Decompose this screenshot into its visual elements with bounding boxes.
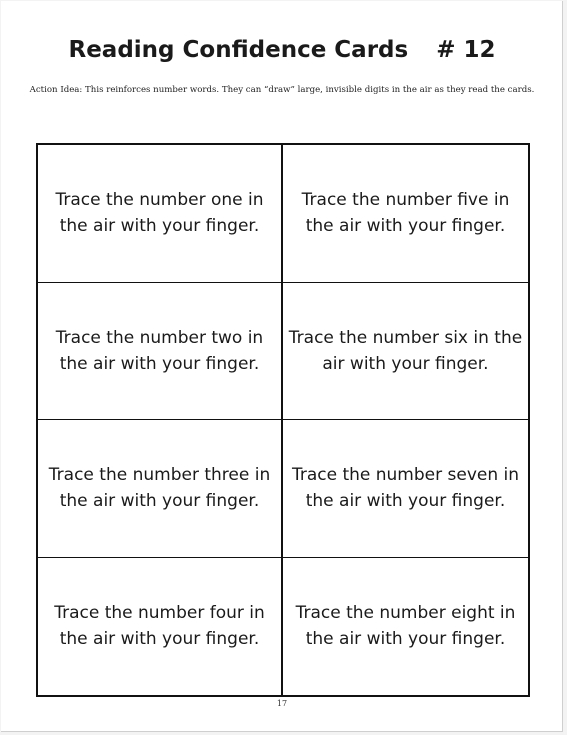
card-line: the air with your finger. (305, 216, 506, 237)
title-text: Reading Confidence Cards (68, 37, 409, 63)
card-line: Trace the number six in the (288, 327, 523, 348)
card-line: Trace the number two in (55, 327, 264, 348)
card-eight (283, 558, 528, 696)
document-page (1, 1, 563, 732)
card-line: the air with your finger. (59, 216, 260, 237)
card-line: Trace the number four in (54, 603, 265, 624)
card-line: Trace the number seven in (291, 465, 520, 486)
card-one (38, 145, 283, 283)
card-line: the air with your finger. (59, 353, 260, 374)
page-number: 17 (276, 699, 288, 708)
card-line: the air with your finger. (59, 629, 260, 650)
card-five (283, 145, 528, 283)
cards-grid (36, 143, 530, 697)
card-line: the air with your finger. (59, 491, 260, 512)
card-two (38, 283, 283, 421)
card-line: the air with your finger. (305, 629, 506, 650)
card-six (283, 283, 528, 421)
page-title (1, 37, 563, 63)
card-set-number: # 12 (436, 37, 496, 63)
card-seven (283, 420, 528, 558)
card-three (38, 420, 283, 558)
card-line: Trace the number five in (301, 190, 510, 211)
action-idea-note: Action Idea: This reinforces number words. They can “draw” large, invisible digits in the air as they read the cards. (29, 85, 535, 95)
card-line: air with your finger. (322, 353, 489, 374)
card-four (38, 558, 283, 696)
card-line: Trace the number one in (55, 190, 264, 211)
card-line: Trace the number eight in (295, 603, 516, 624)
card-line: Trace the number three in (48, 465, 271, 486)
card-line: the air with your finger. (305, 491, 506, 512)
